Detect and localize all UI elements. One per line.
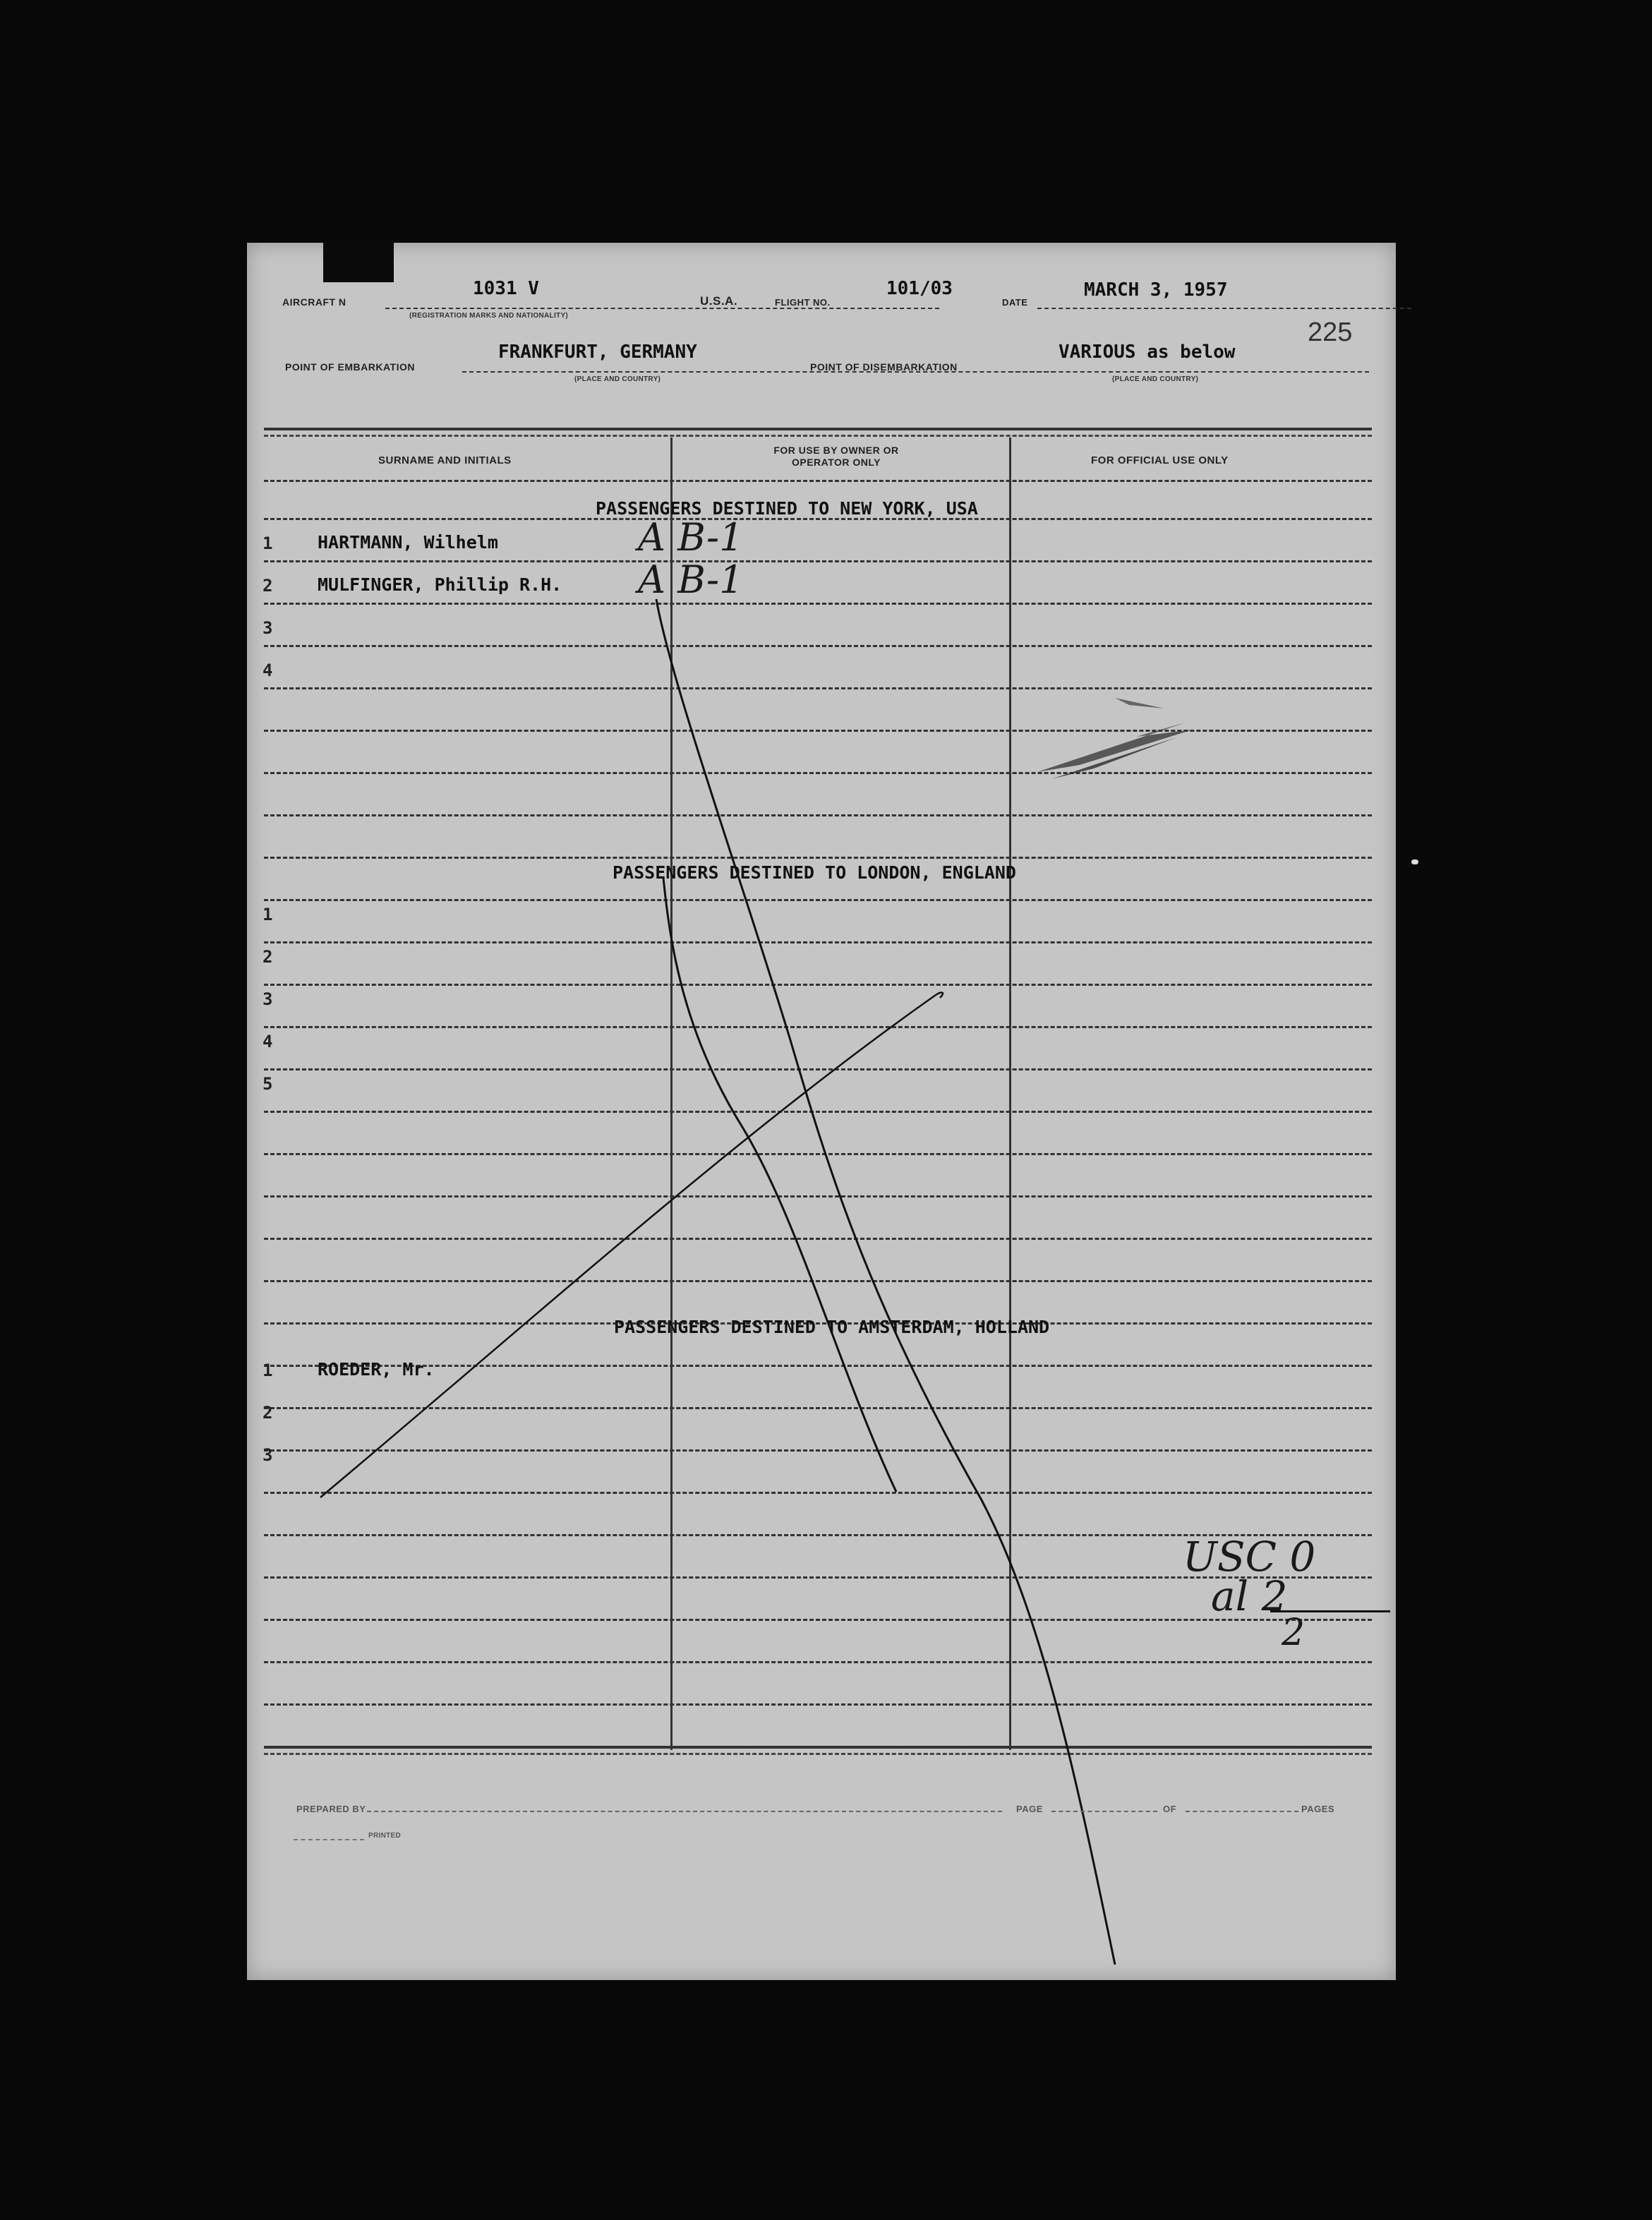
owner-code-handwritten: A B-1 bbox=[638, 515, 744, 560]
column-header-owner: FOR USE BY OWNER OR OPERATOR ONLY bbox=[773, 445, 899, 468]
passenger-name: ROEDER, Mr. bbox=[318, 1359, 435, 1380]
pages-label: PAGES bbox=[1301, 1804, 1335, 1814]
row-number: 3 bbox=[263, 1445, 273, 1465]
strike-line-diagonal bbox=[320, 993, 943, 1497]
embarkation-value: FRANKFURT, GERMANY bbox=[498, 342, 697, 363]
page-underline bbox=[1051, 1811, 1157, 1812]
strike-line-short-curve bbox=[663, 878, 896, 1492]
disembarkation-label: POINT OF DISEMBARKATION bbox=[810, 361, 958, 373]
flight-number: 101/03 bbox=[886, 278, 953, 299]
row-number: 5 bbox=[263, 1074, 273, 1094]
embarkation-label: POINT OF EMBARKATION bbox=[285, 361, 415, 373]
nationality: U.S.A. bbox=[700, 294, 738, 308]
section-heading-amsterdam: PASSENGERS DESTINED TO AMSTERDAM, HOLLAND bbox=[614, 1317, 1050, 1337]
handwritten-annotation-line3: 2 bbox=[1282, 1612, 1306, 1654]
row-number: 3 bbox=[263, 989, 273, 1009]
section-heading-london: PASSENGERS DESTINED TO LONDON, ENGLAND bbox=[613, 862, 1016, 883]
row-number: 4 bbox=[263, 660, 273, 680]
row-number: 2 bbox=[263, 576, 273, 596]
aircraft-label: AIRCRAFT N bbox=[282, 296, 346, 308]
row-number: 1 bbox=[263, 1361, 273, 1380]
owner-code-handwritten: A B-1 bbox=[638, 557, 744, 602]
handwritten-annotation-line1: USC 0 bbox=[1183, 1533, 1316, 1581]
passenger-name: MULFINGER, Phillip R.H. bbox=[318, 574, 562, 595]
row-number: 2 bbox=[263, 947, 273, 967]
ink-smudge bbox=[1037, 698, 1193, 779]
flight-label: FLIGHT NO. bbox=[775, 297, 831, 308]
column-header-surname: SURNAME AND INITIALS bbox=[378, 454, 512, 466]
prepared-by-label: PREPARED BY bbox=[296, 1804, 366, 1814]
strike-line-long-curve bbox=[656, 599, 1115, 1965]
handwritten-strike-lines bbox=[247, 243, 1396, 1980]
stray-light-mark bbox=[1411, 859, 1418, 864]
row-number: 1 bbox=[263, 533, 273, 553]
manifest-page bbox=[247, 243, 1396, 1980]
passenger-name: HARTMANN, Wilhelm bbox=[318, 532, 498, 553]
disembarkation-value: VARIOUS as below bbox=[1059, 342, 1236, 363]
of-label: OF bbox=[1163, 1804, 1177, 1814]
row-number: 3 bbox=[263, 618, 273, 638]
column-header-official: FOR OFFICIAL USE ONLY bbox=[1091, 454, 1229, 466]
handwritten-annotation-line2: al 2 bbox=[1211, 1572, 1288, 1620]
printer-mark-line bbox=[294, 1839, 364, 1840]
page-stamp-number: 225 bbox=[1308, 318, 1353, 347]
aircraft-registration: 1031 V bbox=[473, 278, 539, 299]
row-number: 2 bbox=[263, 1403, 273, 1423]
row-number: 4 bbox=[263, 1032, 273, 1051]
section-heading-new-york: PASSENGERS DESTINED TO NEW YORK, USA bbox=[596, 498, 978, 519]
page-label: PAGE bbox=[1016, 1804, 1043, 1814]
printed-label: PRINTED bbox=[368, 1832, 401, 1840]
disembarkation-sublabel: (PLACE AND COUNTRY) bbox=[1112, 375, 1199, 383]
aircraft-sublabel: (REGISTRATION MARKS AND NATIONALITY) bbox=[409, 312, 569, 320]
date-label: DATE bbox=[1002, 297, 1028, 308]
row-number: 1 bbox=[263, 905, 273, 924]
of-underline bbox=[1186, 1811, 1298, 1812]
embarkation-sublabel: (PLACE AND COUNTRY) bbox=[574, 375, 661, 383]
date-value: MARCH 3, 1957 bbox=[1084, 279, 1228, 301]
prepared-by-underline bbox=[367, 1811, 1002, 1812]
